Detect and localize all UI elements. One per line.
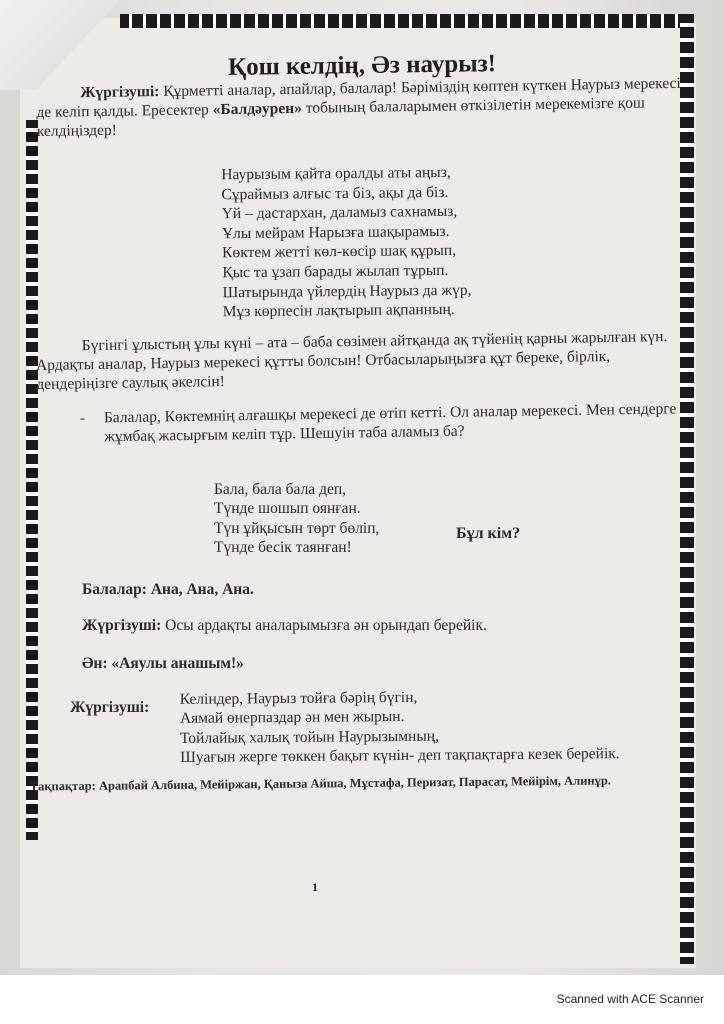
page-title: Қош келдің, Әз наурыз! — [227, 50, 497, 81]
document-body — [29, 74, 686, 794]
children-label: Балалар: — [82, 581, 147, 598]
intro-speaker: Жүргізуші: — [80, 83, 160, 102]
host2-label: Жүргізуші: — [70, 699, 150, 716]
host-line — [82, 616, 487, 635]
decorative-border-right — [680, 14, 694, 964]
poem-line: Наурызым қайта оралды аты аңыз, — [221, 163, 451, 184]
intro-group-name: «Балдәурен» — [212, 99, 303, 119]
poem-line: Ұлы мейрам Нарызға шақырамыз. — [221, 222, 450, 243]
scanner-watermark: Scanned with ACE Scanner — [556, 992, 704, 1006]
song-title: «Аяулы анашым!» — [107, 655, 244, 672]
poem-first — [221, 163, 472, 322]
riddle-line: Түнде бесік таянған! — [214, 539, 352, 557]
riddle-line: Түнде шошып оянған. — [214, 500, 361, 518]
dash-mark: - — [79, 409, 86, 427]
riddle-verse — [214, 480, 379, 558]
greeting-paragraph: Бүгінгі ұлыстың ұлы күні – ата – баба сөзімен айтқанда ақ түйенің қарны жарылған күн. Ардақты аналар, Наурыз мерекесі құтты болсын! Отбасыларыңызға құт береке, бірлік, дендеріңізге саулық әкелсін! — [35, 328, 668, 394]
children-text: Ана, Ана, Ана. — [146, 581, 254, 598]
song-line — [82, 654, 244, 673]
intro-text-after: тобының балаларымен өткізілетін мерекемізге қош келдіңіздер! — [36, 94, 646, 140]
riddle-line: Бала, бала бала деп, — [214, 481, 346, 498]
poem-line: Сұраймыз алғыс та біз, ақы да біз. — [221, 183, 449, 203]
poem-line: Қыс та ұзап барады жылап тұрып. — [222, 261, 449, 282]
song-label: Ән: — [82, 655, 108, 672]
host2-line: Шуағын жерге төккен бақыт күнін- деп тақпақтарға кезек берейік. — [180, 745, 620, 767]
host2-line: Аямай өнерпаздар ән мен жырын. — [179, 708, 405, 728]
riddle-line: Түн ұйқысын төрт бөліп, — [214, 519, 380, 537]
riddle-question: Бұл кім? — [456, 525, 521, 542]
decorative-border-left — [26, 120, 38, 840]
poem-line: Шатырында үйлердің Наурыз да жүр, — [222, 281, 472, 301]
host-text: Осы ардақты аналарымызға ән орындап берейік. — [161, 617, 487, 634]
host2-verse — [180, 686, 620, 767]
poem-line: Көктем жетті көл-көсір шақ құрып, — [222, 242, 457, 262]
dash-text: Балалар, Көктемнің алғашқы мерекесі де өтіп кетті. Ол аналар мерекесі. Мен сендерге жұмбақ жасырғым келіп тұр. Шешуін таба аламыз ба? — [103, 400, 677, 446]
decorative-border-top — [120, 14, 680, 28]
poem-line: Мұз көрпесін лақтырып ақпанның. — [222, 301, 455, 321]
intro-text-before: Құрметті аналар, апайлар, балалар! Бәріміздің көптен күткен Наурыз мерекесі де келіп қалды. Ересектер — [36, 74, 681, 121]
children-answer — [82, 580, 254, 599]
intro-paragraph — [36, 74, 687, 141]
poem-line: Үй – дастархан, даламыз сахнамыз, — [221, 203, 458, 223]
host2-line: Тойлайық халық тойын Наурызымның, — [180, 727, 439, 747]
host-label: Жүргізуші: — [82, 617, 162, 634]
page-number: 1 — [312, 880, 318, 894]
host2-line: Келіндер, Наурыз тойға бәрің бүгін, — [179, 688, 418, 708]
poets-list: Тақпақтар: Арапбай Албина, Мейіржан, Қаныза Айша, Мұстафа, Перизат, Парасат, Мейірім, Алинұр. — [29, 773, 611, 794]
